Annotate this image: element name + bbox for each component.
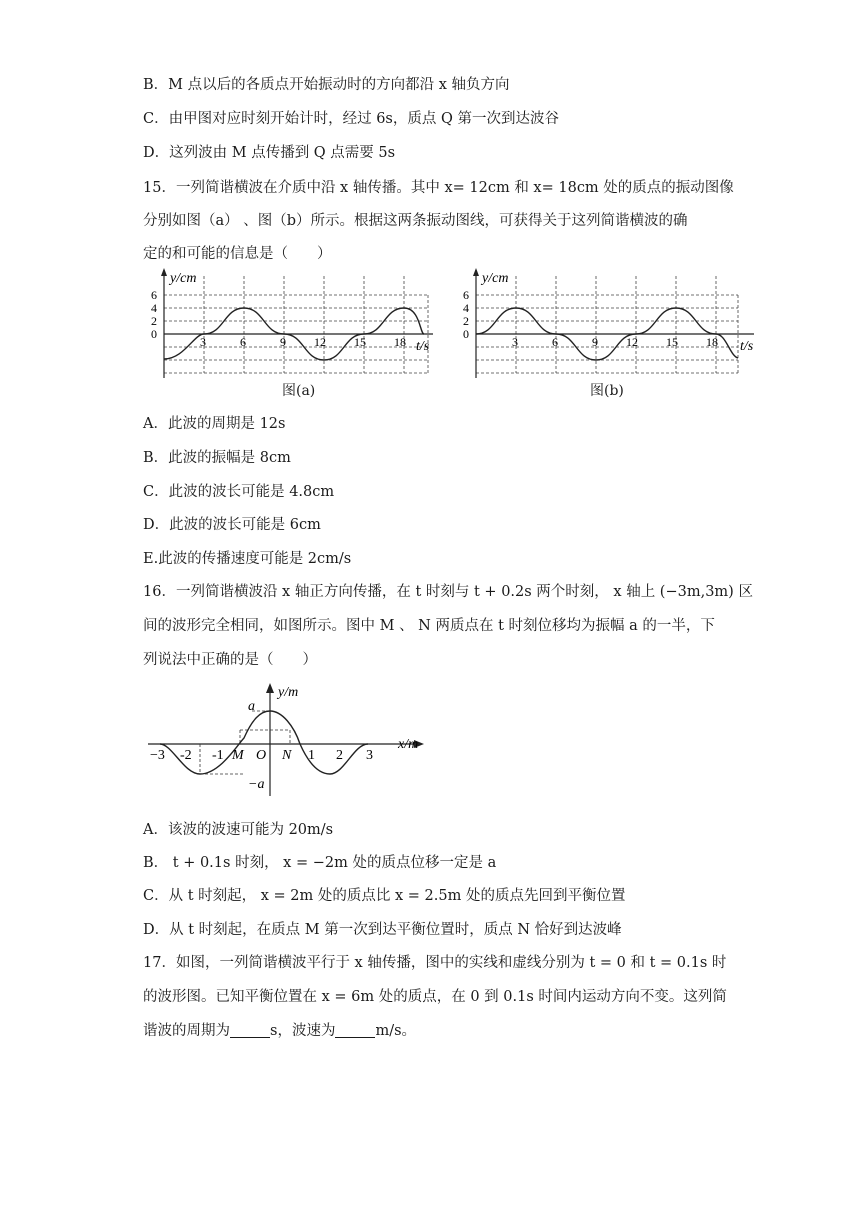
q17-line3-part2: s，波速为 — [270, 1023, 336, 1039]
ylabel: y/m — [278, 685, 299, 700]
ytick: 2 — [151, 314, 157, 328]
ytick: 6 — [151, 288, 157, 302]
q15-stem-line1: 15．一列简谐横波在介质中沿 x 轴传播。其中 x= 12cm 和 x= 18cm 处的质点的振动图像 — [143, 180, 734, 196]
caption-a: 图(a) — [282, 383, 316, 399]
q15-figure-a — [148, 266, 438, 381]
q15-option-a: A．此波的周期是 12s — [143, 416, 286, 432]
q17-stem-line1: 17．如图，一列简谐横波平行于 x 轴传播，图中的实线和虚线分别为 t = 0 和 t = 0.1s 时 — [143, 955, 727, 971]
wave-curve — [160, 711, 368, 774]
neg-amplitude-label: −a — [248, 777, 265, 792]
q14-option-c: C．由甲图对应时刻开始计时，经过 6s，质点 Q 第一次到达波谷 — [143, 111, 559, 127]
xtick: 6 — [240, 335, 246, 349]
xtick: 9 — [592, 335, 598, 349]
xlabel: x/m — [398, 737, 419, 752]
q16-option-b: B． t + 0.1s 时刻， x = −2m 处的质点位移一定是 a — [143, 855, 497, 871]
ylabel: y/cm — [170, 271, 197, 286]
ytick: 4 — [463, 301, 469, 315]
xtick: 18 — [706, 335, 718, 349]
xlabel: t/s — [416, 339, 430, 354]
xtick: 12 — [626, 335, 638, 349]
q17-stem-line2: 的波形图。已知平衡位置在 x = 6m 处的质点，在 0 到 0.1s 时间内运动方向不变。这列简 — [143, 989, 727, 1005]
xtick: 3 — [200, 335, 206, 349]
q14-option-b: B．M 点以后的各质点开始振动时的方向都沿 x 轴负方向 — [143, 77, 510, 93]
ylabel: y/cm — [482, 271, 509, 286]
q16-option-d: D．从 t 时刻起，在质点 M 第一次到达平衡位置时，质点 N 恰好到达波峰 — [143, 922, 622, 938]
xtick: -2 — [180, 748, 192, 763]
q14-option-d: D．这列波由 M 点传播到 Q 点需要 5s — [143, 145, 396, 161]
xtick: 2 — [336, 748, 343, 763]
xlabel: t/s — [740, 339, 754, 354]
q16-stem-line2: 间的波形完全相同，如图所示。图中 M 、 N 两质点在 t 时刻位移均为振幅 a 的一半，下 — [143, 618, 715, 634]
q16-stem-line1: 16．一列简谐横波沿 x 轴正方向传播，在 t 时刻与 t + 0.2s 两个时刻， x 轴上 (−3m,3m) 区 — [143, 584, 753, 600]
q15-option-e: E.此波的传播速度可能是 2cm/s — [143, 551, 352, 567]
origin-label: O — [256, 748, 267, 763]
q17-line3-part1: 谐波的周期为 — [143, 1023, 230, 1039]
q15-option-d: D．此波的波长可能是 6cm — [143, 517, 321, 533]
point-m-label: M — [232, 748, 244, 763]
q17-line3-part3: m/s。 — [375, 1023, 417, 1039]
q16-stem-line3: 列说法中正确的是（ ） — [143, 652, 317, 668]
xtick: 3 — [366, 748, 373, 763]
q15-stem-line2: 分别如图（a） 、图（b）所示。根据这两条振动图线，可获得关于这列简谐横波的确 — [143, 213, 688, 229]
point-n-label: N — [282, 748, 292, 763]
period-answer-blank[interactable] — [230, 1023, 270, 1039]
caption-b: 图(b) — [590, 383, 624, 399]
xtick: −3 — [150, 748, 165, 763]
q17-stem-line3 — [143, 1019, 416, 1040]
xtick: 6 — [552, 335, 558, 349]
xtick: 9 — [280, 335, 286, 349]
xtick: 3 — [512, 335, 518, 349]
q16-option-a: A．该波的波速可能为 20m/s — [143, 822, 334, 838]
xtick: 1 — [308, 748, 315, 763]
amplitude-label: a — [248, 699, 255, 714]
xtick: 15 — [666, 335, 678, 349]
q15-figure-b — [458, 266, 758, 381]
speed-answer-blank[interactable] — [335, 1023, 375, 1039]
xtick: -1 — [212, 748, 224, 763]
q15-option-c: C．此波的波长可能是 4.8cm — [143, 484, 335, 500]
xtick: 12 — [314, 335, 326, 349]
ytick: 2 — [463, 314, 469, 328]
xtick: 18 — [394, 335, 406, 349]
ytick: 4 — [151, 301, 157, 315]
ytick: 0 — [463, 327, 469, 341]
q15-option-b: B．此波的振幅是 8cm — [143, 450, 291, 466]
xtick: 15 — [354, 335, 366, 349]
q16-wave-figure — [148, 680, 438, 800]
q16-option-c: C．从 t 时刻起， x = 2m 处的质点比 x = 2.5m 处的质点先回到平衡位置 — [143, 888, 626, 904]
ytick: 0 — [151, 327, 157, 341]
ytick: 6 — [463, 288, 469, 302]
q15-stem-line3: 定的和可能的信息是（ ） — [143, 246, 332, 262]
